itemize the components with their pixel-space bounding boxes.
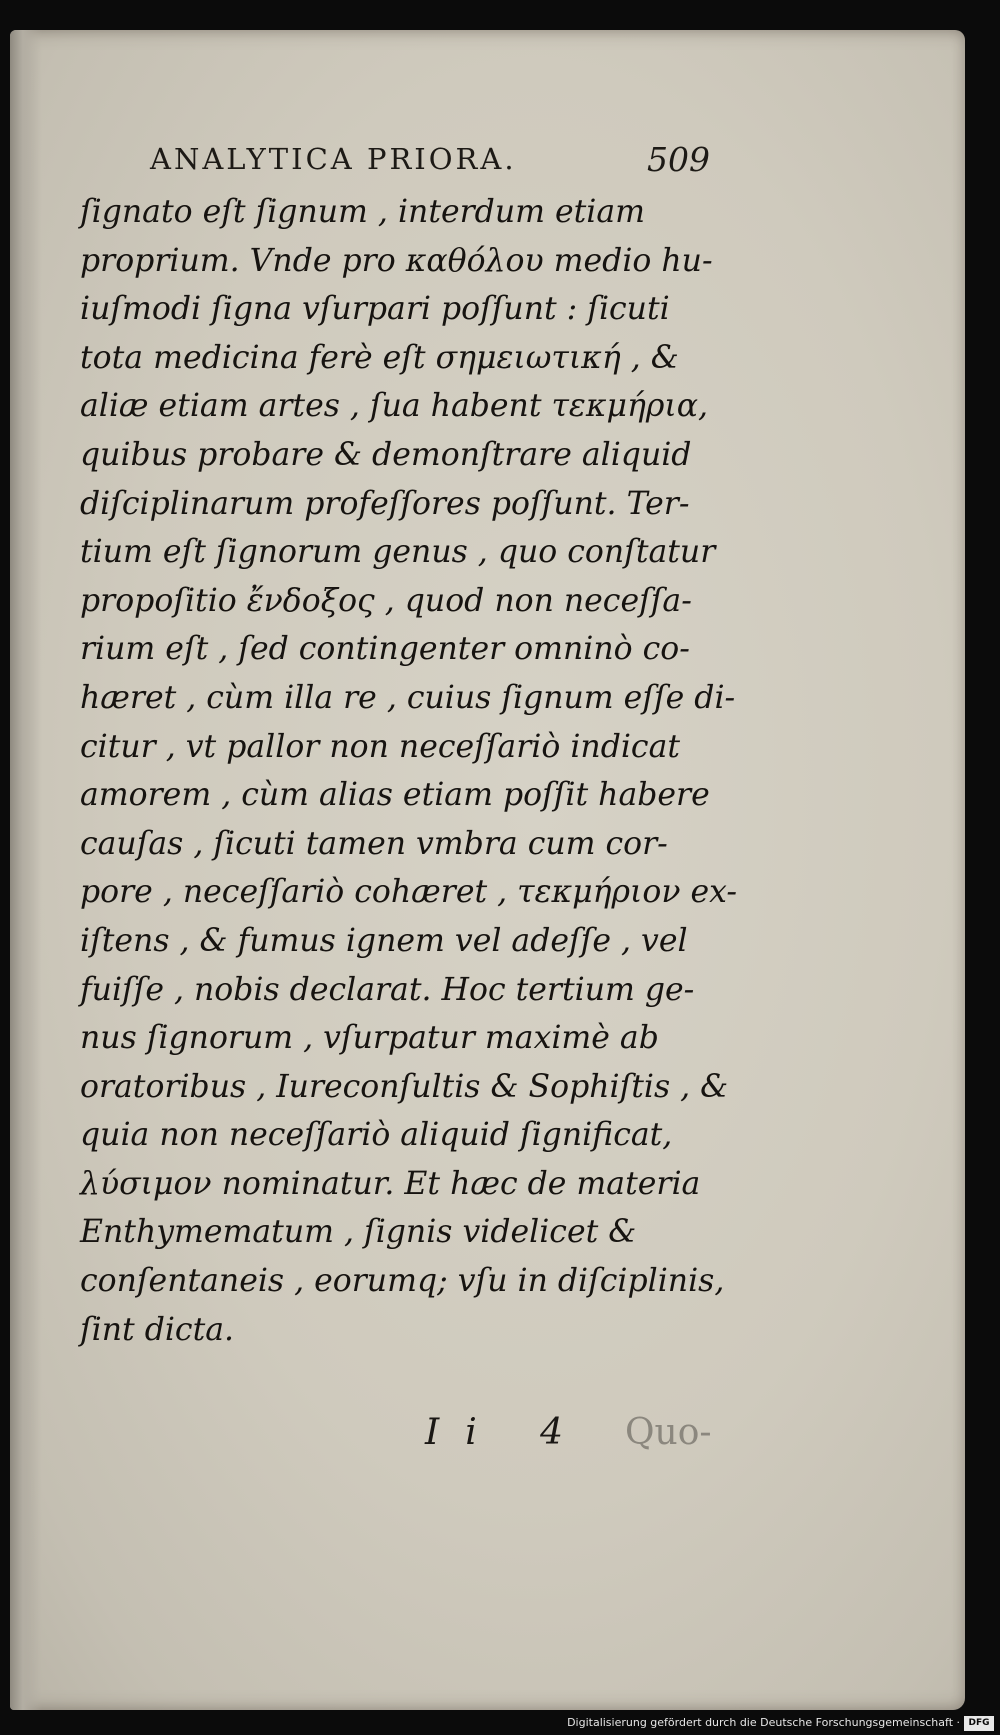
text-line: amorem , cùm alias etiam poſſit habere bbox=[80, 777, 710, 814]
text-line: quia non neceſſariò aliquid ſignificat, bbox=[80, 1117, 673, 1154]
text-line: oratoribus , Iureconſultis & Sophiſtis , & bbox=[80, 1068, 729, 1105]
text-line: quibus probare & demonſtrare aliquid bbox=[80, 436, 692, 473]
funding-credit: Digitalisierung gefördert durch die Deutsche Forschungsgemeinschaft · bbox=[567, 1716, 960, 1729]
digitization-credit-bar bbox=[0, 1713, 1000, 1735]
text-line: diſciplinarum profeſſores poſſunt. Ter- bbox=[80, 485, 690, 522]
page-number: 509 bbox=[647, 140, 710, 179]
text-line: iſtens , & fumus ignem vel adeſſe , vel bbox=[80, 922, 688, 959]
text-line: Enthymematum , ſignis videlicet & bbox=[80, 1214, 637, 1251]
text-line: ſint dicta. bbox=[80, 1311, 235, 1348]
text-line: propoſitio ἔνδοξος , quod non neceſſa- bbox=[80, 582, 692, 619]
text-line: cauſas , ſicuti tamen vmbra cum cor- bbox=[80, 825, 668, 862]
running-head: ANALYTICA PRIORA. bbox=[150, 142, 517, 176]
signature-mark: Ii 4 bbox=[425, 1412, 590, 1453]
dfg-logo: DFG bbox=[964, 1716, 994, 1731]
text-line: fuiſſe , nobis declarat. Hoc tertium ge- bbox=[80, 971, 695, 1008]
text-line: iuſmodi ſigna vſurpari poſſunt : ſicuti bbox=[80, 291, 670, 328]
text-line: nus ſignorum , vſurpatur maximè ab bbox=[80, 1020, 659, 1057]
text-line: ſignato eſt ſignum , interdum etiam bbox=[80, 194, 646, 230]
text-line: citur , vt pallor non neceſſariò indicat bbox=[80, 728, 681, 765]
text-line: hæret , cùm illa re , cuius ſignum eſſe di- bbox=[80, 679, 736, 716]
text-line: tota medicina ferè eſt σημειωτική , & bbox=[80, 339, 679, 376]
book-page bbox=[10, 30, 965, 1710]
text-line: proprium. Vnde pro καθόλου medio hu- bbox=[80, 242, 713, 279]
catchword: Quo- bbox=[625, 1412, 712, 1453]
text-line: aliæ etiam artes , ſua habent τεκμήρια, bbox=[80, 388, 708, 425]
text-line: tium eſt ſignorum genus , quo conſtatur bbox=[80, 534, 716, 571]
page-gutter-shadow bbox=[10, 30, 42, 1710]
page-footer bbox=[80, 1412, 760, 1462]
text-line: pore , neceſſariò cohæret , τεκμήριον ex- bbox=[80, 874, 738, 911]
page-header bbox=[150, 142, 710, 182]
text-line: rium eſt , ſed contingenter omninò co- bbox=[80, 631, 690, 668]
text-line: conſentaneis , eorumq; vſu in diſciplinis, bbox=[80, 1263, 725, 1300]
text-line: λύσιμον nominatur. Et hæc de materia bbox=[80, 1165, 701, 1202]
body-text bbox=[80, 188, 745, 1354]
